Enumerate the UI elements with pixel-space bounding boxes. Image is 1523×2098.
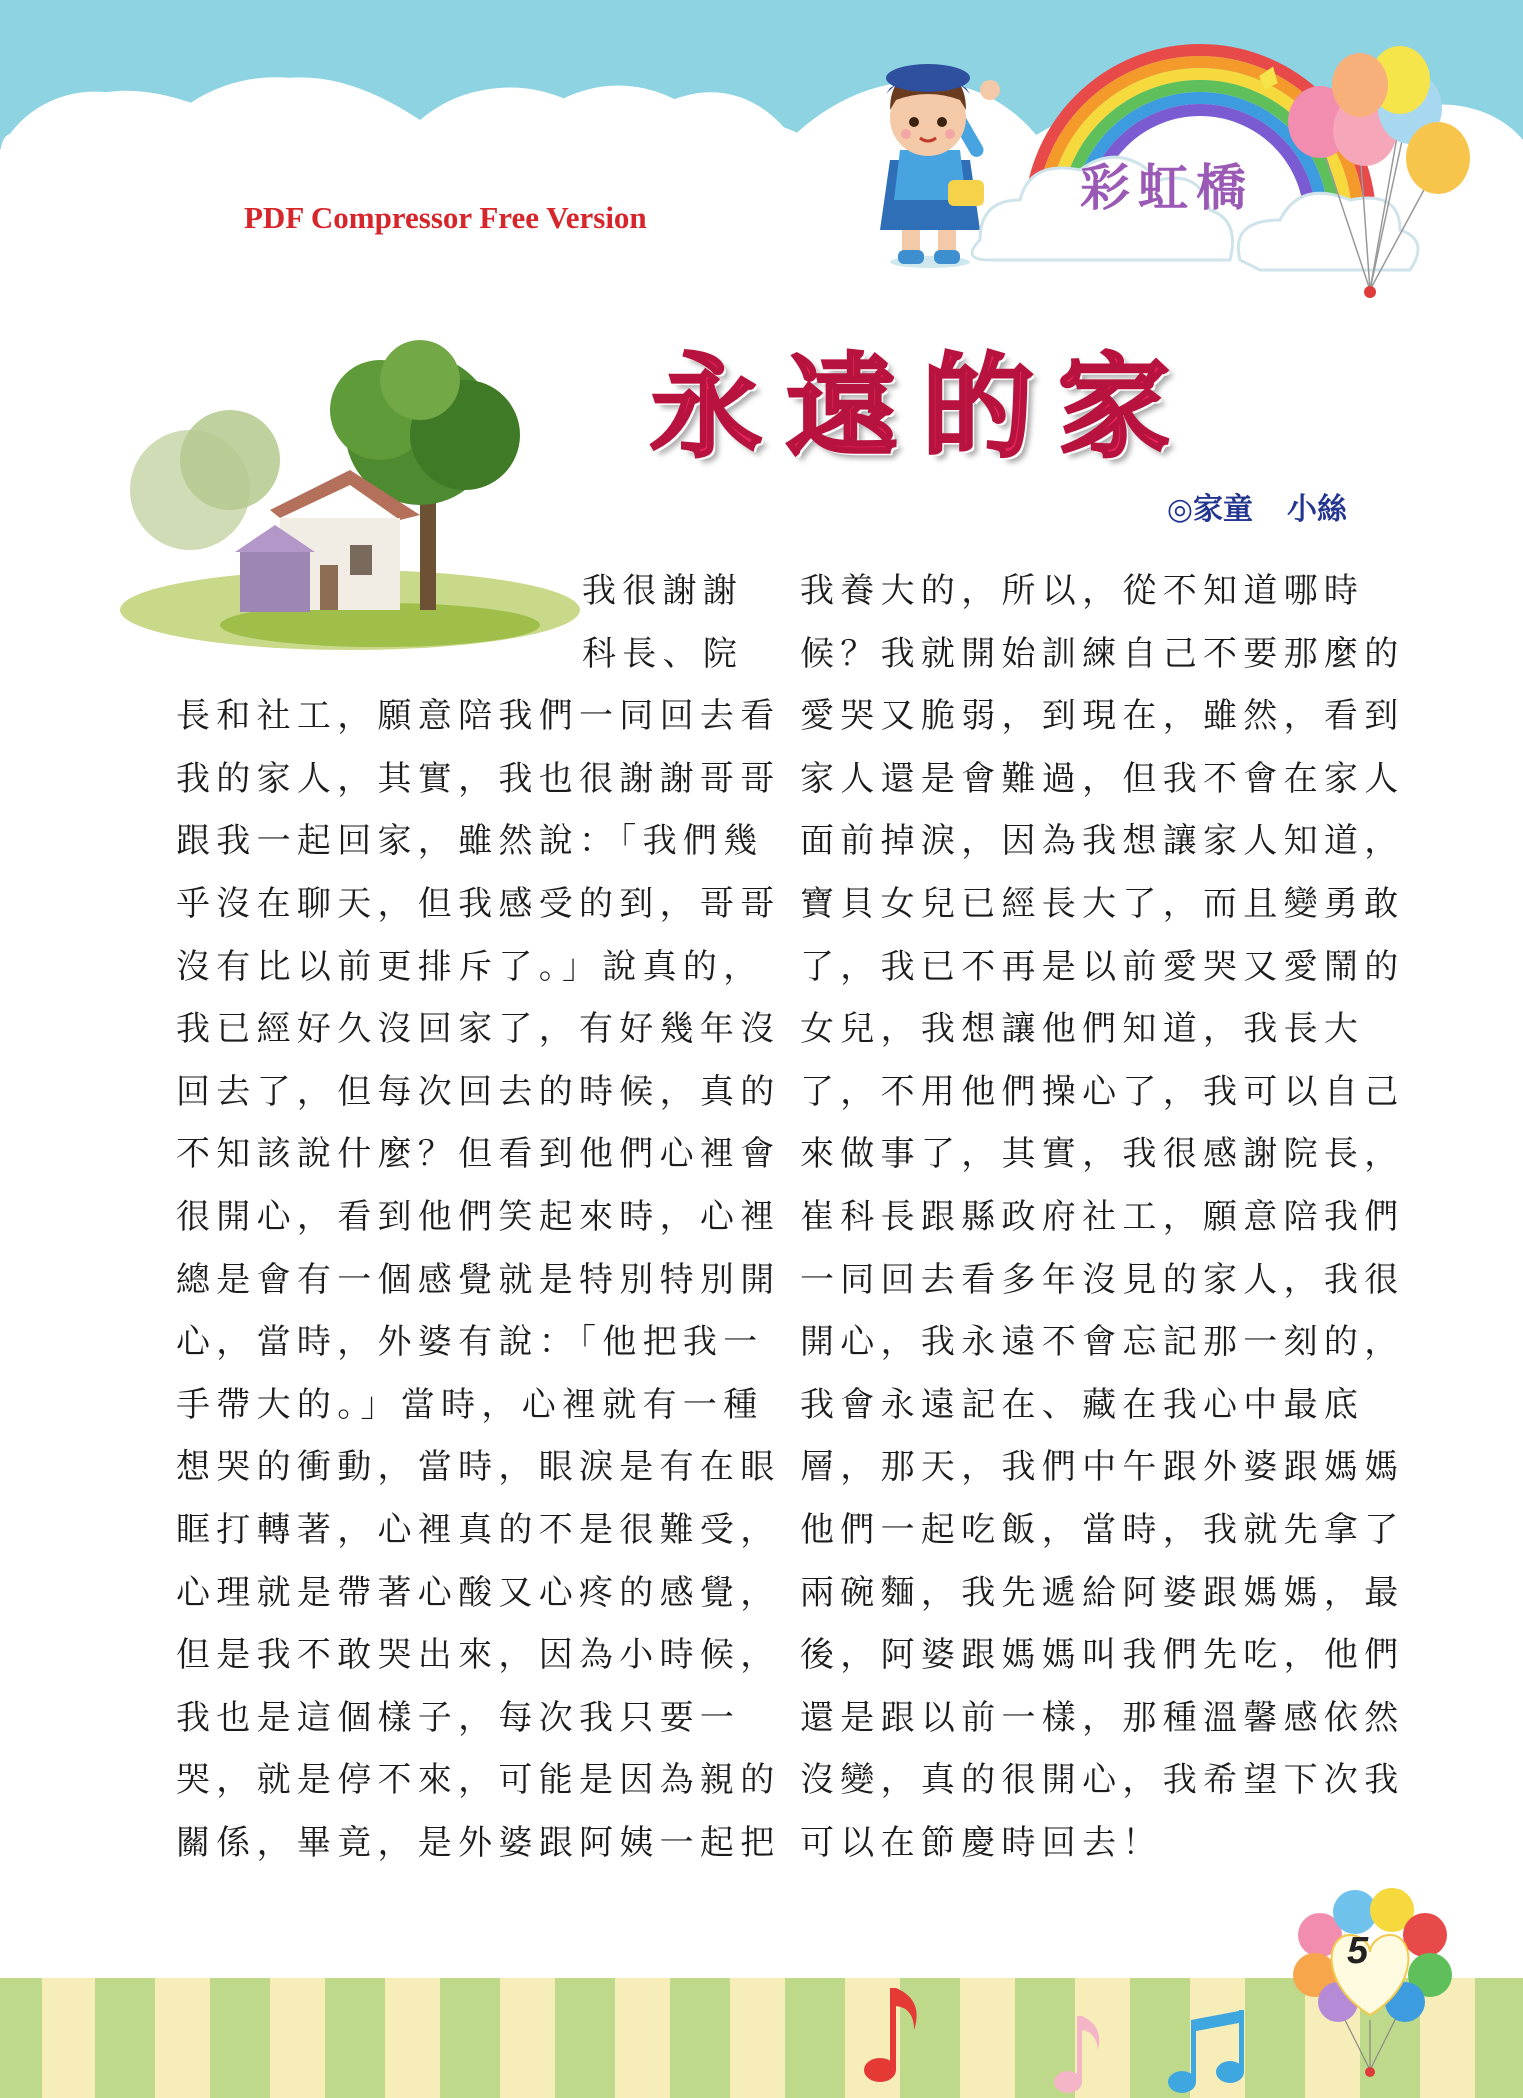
- text-line: 我的家人，其實，我也很謝謝哥哥: [176, 758, 781, 799]
- text-line: 心理就是帶著心酸又心疼的感覺，: [176, 1572, 781, 1613]
- music-note-icon: [1054, 2016, 1099, 2093]
- text-line: 科長、院: [582, 633, 744, 674]
- text-line: 女兒，我想讓他們知道，我長大: [800, 1009, 1365, 1050]
- article-right-column: [800, 560, 1405, 1874]
- music-note-icons: [850, 1950, 1250, 2098]
- text-line: 心，當時，外婆有說：「他把我一: [176, 1322, 764, 1363]
- text-line: 乎沒在聊天，但我感受的到，哥哥: [176, 883, 781, 924]
- music-note-icon: [1168, 2010, 1244, 2093]
- text-line: 關係，畢竟，是外婆跟阿姨一起把: [176, 1822, 781, 1863]
- text-line: 開心，我永遠不會忘記那一刻的，: [800, 1322, 1405, 1363]
- byline-prefix: ◎家童: [1166, 492, 1253, 527]
- text-line: 沒變，真的很開心，我希望下次我: [800, 1760, 1405, 1801]
- text-line: 面前掉淚，因為我想讓家人知道，: [800, 821, 1405, 862]
- text-line: 可以在節慶時回去！: [800, 1822, 1163, 1863]
- text-line: 我會永遠記在、藏在我心中最底: [800, 1384, 1365, 1425]
- text-line: 家人還是會難過，但我不會在家人: [800, 758, 1405, 799]
- text-line: 愛哭又脆弱，到現在，雖然，看到: [800, 696, 1405, 737]
- rainbow-illustration: [960, 30, 1500, 310]
- text-line: 不知該說什麼？但看到他們心裡會: [176, 1134, 781, 1175]
- text-line: 很開心，看到他們笑起來時，心裡: [176, 1196, 781, 1237]
- text-line: 我很謝謝: [582, 571, 744, 611]
- text-line: 崔科長跟縣政府社工，願意陪我們: [800, 1196, 1405, 1237]
- text-line: 我已經好久沒回家了，有好幾年沒: [176, 1009, 781, 1050]
- text-line: 手帶大的。」當時，心裡就有一種: [176, 1384, 764, 1425]
- text-line: 回去了，但每次回去的時候，真的: [176, 1071, 781, 1112]
- text-line: 層，那天，我們中午跟外婆跟媽媽: [800, 1447, 1405, 1488]
- article-left-column: [176, 560, 781, 1874]
- text-line: 我也是這個樣子，每次我只要一: [176, 1697, 741, 1738]
- text-line: 眶打轉著，心裡真的不是很難受，: [176, 1509, 781, 1550]
- text-line: 還是跟以前一樣，那種溫馨感依然: [800, 1697, 1405, 1738]
- byline: [1167, 484, 1347, 528]
- section-label: 彩虹橋: [1080, 158, 1254, 217]
- music-note-icon: [864, 1988, 917, 2082]
- text-line: 了，不用他們操心了，我可以自己: [800, 1071, 1405, 1112]
- text-line: 總是會有一個感覺就是特別特別開: [176, 1259, 781, 1300]
- watermark-text: PDF Compressor Free Version: [244, 200, 647, 235]
- text-line: 兩碗麵，我先遞給阿婆跟媽媽，最: [800, 1572, 1405, 1613]
- page-number: 5: [1347, 1930, 1369, 1972]
- text-line: 沒有比以前更排斥了。」說真的，: [176, 946, 764, 987]
- text-line: 哭，就是停不來，可能是因為親的: [176, 1760, 781, 1801]
- text-line: 我養大的，所以，從不知道哪時: [800, 571, 1365, 611]
- heart-balloon-badge: [1280, 1880, 1460, 2080]
- text-line: 但是我不敢哭出來，因為小時候，: [176, 1635, 781, 1676]
- text-line: 跟我一起回家，雖然說：「我們幾: [176, 821, 764, 862]
- text-line: 想哭的衝動，當時，眼淚是有在眼: [176, 1447, 781, 1488]
- article-title: 永遠的家: [650, 342, 1194, 473]
- text-line: 一同回去看多年沒見的家人，我很: [800, 1259, 1405, 1300]
- text-line: 候？我就開始訓練自己不要那麼的: [800, 633, 1405, 674]
- text-line: 他們一起吃飯，當時，我就先拿了: [800, 1509, 1405, 1550]
- text-line: 了，我已不再是以前愛哭又愛鬧的: [800, 946, 1405, 987]
- text-line: 來做事了，其實，我很感謝院長，: [800, 1134, 1405, 1175]
- text-line: 長和社工，願意陪我們一同回去看: [176, 696, 781, 737]
- text-line: 寶貝女兒已經長大了，而且變勇敢: [800, 883, 1405, 924]
- text-line: 後，阿婆跟媽媽叫我們先吃，他們: [800, 1635, 1405, 1676]
- author-name: 小絲: [1287, 492, 1347, 527]
